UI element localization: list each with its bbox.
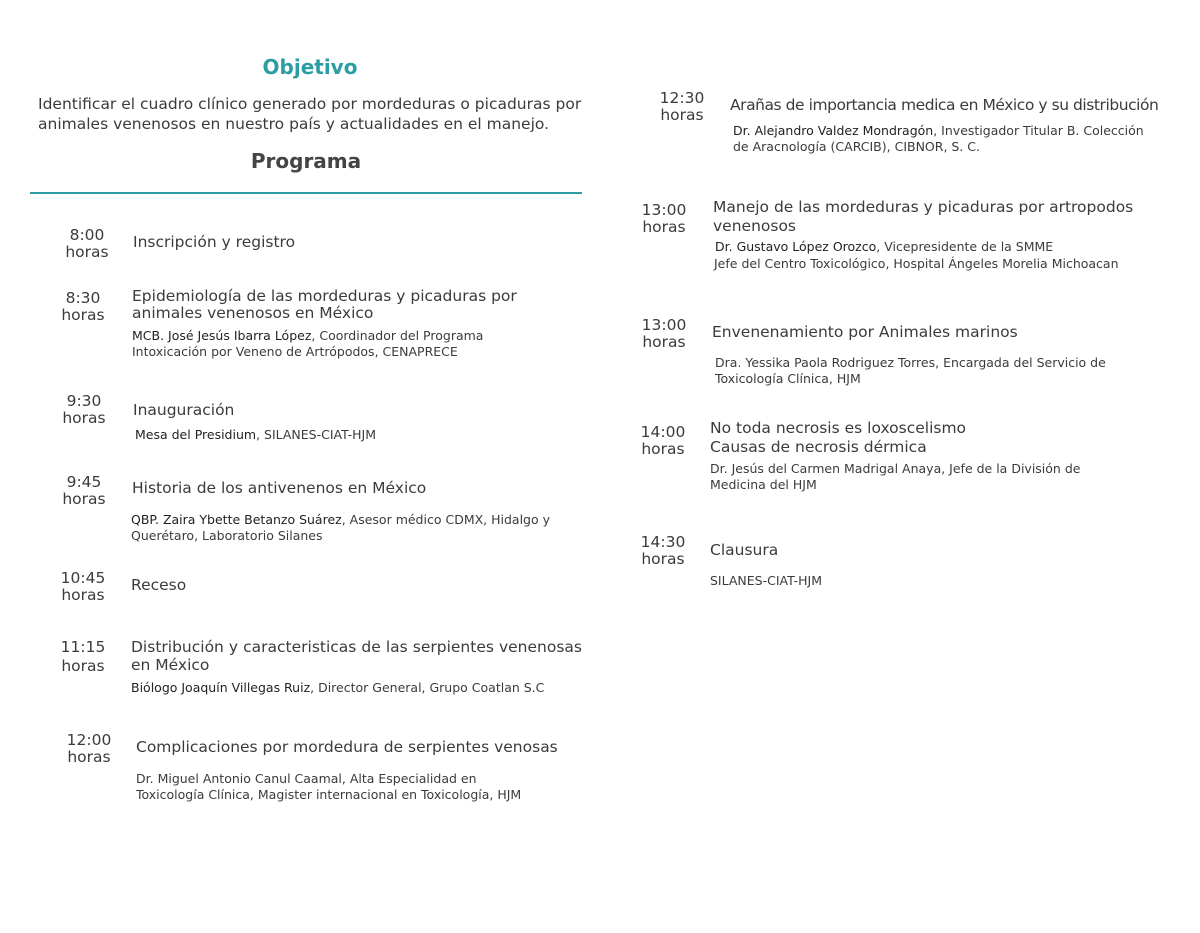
time-value: 11:15	[60, 638, 106, 656]
time-slot	[48, 570, 118, 604]
speaker-role: , Director General, Grupo Coatlan S.C	[310, 680, 545, 695]
time-slot	[48, 638, 118, 676]
speaker-role: Dr. Miguel Antonio Canul Caamal, Alta Especialidad en Toxicología Clínica, Magister internacional en Toxicología, HJM	[136, 771, 522, 802]
time-value: 12:00	[66, 731, 112, 749]
time-unit: horas	[61, 586, 105, 604]
speaker-role: , Asesor médico CDMX, Hidalgo y Querétaro, Laboratorio Silanes	[131, 512, 551, 543]
speaker-name: QBP. Zaira Ybette Betanzo Suárez	[131, 512, 342, 527]
session-title: Inauguración	[133, 401, 235, 419]
speaker-role: , SILANES-CIAT-HJM	[256, 427, 376, 442]
speaker-role: , Vicepresidente de la SMME	[876, 239, 1054, 254]
session-title: Clausura	[710, 541, 779, 559]
speaker	[710, 573, 822, 589]
time-unit: horas	[62, 409, 106, 427]
time-slot	[629, 202, 699, 236]
time-slot	[49, 393, 119, 427]
time-value: 8:00	[69, 226, 105, 244]
time-value: 10:45	[60, 569, 106, 587]
session-title: Complicaciones por mordedura de serpientes venosas	[136, 738, 558, 756]
time-slot	[628, 534, 698, 568]
time-slot	[54, 732, 124, 766]
time-unit: horas	[642, 333, 686, 351]
time-slot	[628, 424, 698, 458]
time-value: 8:30	[65, 289, 101, 307]
speaker	[715, 355, 1125, 387]
time-unit: horas	[642, 218, 686, 236]
speaker	[715, 239, 1053, 255]
time-unit: horas	[660, 106, 704, 124]
speaker-role: SILANES-CIAT-HJM	[710, 573, 822, 588]
time-slot	[629, 317, 699, 351]
time-value: 12:30	[659, 89, 705, 107]
time-unit: horas	[67, 748, 111, 766]
divider	[30, 192, 582, 194]
session-title: Epidemiología de las mordeduras y picaduras por animales venenosos en México	[132, 287, 517, 322]
session-title-line: Causas de necrosis dérmica	[710, 438, 927, 456]
speaker	[136, 771, 531, 803]
session-title: Receso	[131, 576, 187, 594]
time-value: 14:00	[640, 423, 686, 441]
time-value: 14:30	[640, 533, 686, 551]
speaker	[135, 427, 376, 443]
time-unit: horas	[65, 243, 109, 261]
speaker-role: Dra. Yessika Paola Rodriguez Torres, Encargada del Servicio de Toxicología Clínica, HJM	[715, 355, 1106, 386]
time-unit: horas	[641, 550, 685, 568]
session-title: Inscripción y registro	[133, 233, 296, 251]
time-slot	[49, 474, 119, 508]
time-unit: horas	[61, 306, 105, 324]
time-value: 9:45	[66, 473, 102, 491]
speaker-role: Dr. Jesús del Carmen Madrigal Anaya, Jefe de la División de Medicina del HJM	[710, 461, 1081, 492]
time-value: 13:00	[641, 201, 687, 219]
speaker	[131, 512, 561, 544]
time-value: 9:30	[66, 392, 102, 410]
speaker-name: Dr. Gustavo López Orozco	[715, 239, 877, 254]
speaker-name: Dr. Alejandro Valdez Mondragón	[733, 123, 934, 138]
objective-heading: Objetivo	[262, 55, 358, 79]
speaker-role: , Coordinador del Programa Intoxicación por Veneno de Artrópodos, CENAPRECE	[132, 328, 484, 359]
speaker	[131, 680, 544, 696]
speaker	[710, 461, 1100, 493]
session-title: Distribución y caracteristicas de las serpientes venenosas en México	[131, 638, 582, 674]
session-title: Historia de los antivenenos en México	[132, 479, 427, 497]
speaker-name: Mesa del Presidium	[135, 427, 257, 442]
speaker-name: Biólogo Joaquín Villegas Ruiz	[131, 680, 311, 695]
session-title: Arañas de importancia medica en México y su distribución	[730, 96, 1159, 114]
session-title: Envenenamiento por Animales marinos	[712, 323, 1018, 341]
speaker-role: , Investigador Titular B. Colección de Aracnología (CARCIB), CIBNOR, S. C.	[733, 123, 1144, 154]
time-slot	[52, 227, 122, 261]
time-unit: horas	[61, 657, 105, 675]
program-heading: Programa	[250, 149, 362, 173]
time-unit: horas	[62, 490, 106, 508]
session-title	[710, 419, 966, 457]
time-unit: horas	[641, 440, 685, 458]
session-title: Manejo de las mordeduras y picaduras por artropodos venenosos	[713, 198, 1134, 235]
speaker	[132, 328, 512, 360]
speaker-detail: Jefe del Centro Toxicológico, Hospital Ángeles Morelia Michoacan	[714, 256, 1119, 271]
time-slot	[647, 90, 717, 124]
speaker-name: MCB. José Jesús Ibarra López	[132, 328, 312, 343]
time-value: 13:00	[641, 316, 687, 334]
time-slot	[48, 290, 118, 324]
session-title-line: No toda necrosis es loxoscelismo	[710, 419, 967, 437]
objective-text: Identificar el cuadro clínico generado por mordeduras o picaduras por animales venenosos en nuestro país y actualidades en el manejo.	[38, 95, 582, 133]
speaker	[733, 123, 1163, 155]
